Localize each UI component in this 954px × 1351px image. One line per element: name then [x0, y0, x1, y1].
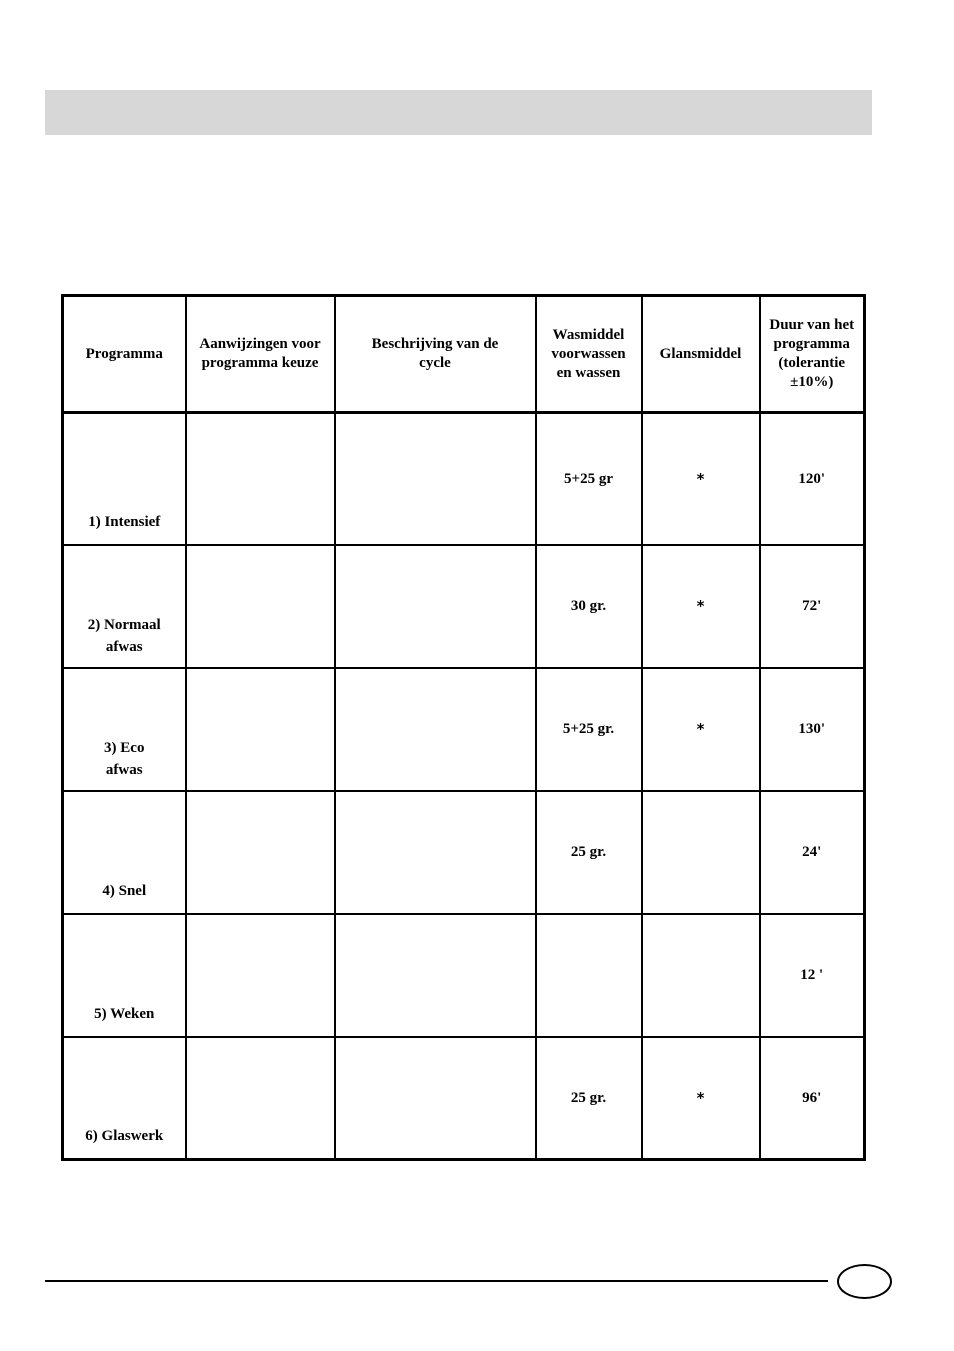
duur-cell: 96'	[760, 1037, 865, 1160]
duur-cell: 130'	[760, 668, 865, 791]
wasmiddel-cell: 25 gr.	[536, 791, 642, 914]
header-glansmiddel: Glansmiddel	[642, 296, 760, 413]
aanwijzingen-cell	[186, 545, 335, 668]
table-row	[63, 1037, 865, 1160]
program-name: 4) Snel	[102, 883, 147, 899]
glansmiddel-cell	[642, 791, 760, 914]
footer-rule	[45, 1280, 828, 1282]
program-name-cell	[63, 545, 186, 668]
program-name-cell	[63, 1037, 186, 1160]
program-name-cell	[63, 791, 186, 914]
beschrijving-cell	[335, 545, 536, 668]
duur-cell: 120'	[760, 413, 865, 546]
header-wasmiddel: Wasmiddel voorwassen en wassen	[536, 296, 642, 413]
program-name: 1) Intensief	[88, 514, 161, 530]
section-header-bar	[45, 90, 872, 135]
beschrijving-cell	[335, 791, 536, 914]
wasmiddel-cell: 25 gr.	[536, 1037, 642, 1160]
glansmiddel-cell: *	[642, 545, 760, 668]
duur-cell: 12 '	[760, 914, 865, 1037]
header-beschrijving: Beschrijving van de cycle	[335, 296, 536, 413]
duur-cell: 24'	[760, 791, 865, 914]
program-table	[61, 294, 866, 1161]
program-name: 6) Glaswerk	[85, 1128, 164, 1144]
program-name: 5) Weken	[94, 1006, 155, 1022]
duur-cell: 72'	[760, 545, 865, 668]
table-row	[63, 668, 865, 791]
program-name-cell	[63, 668, 186, 791]
header-aanwijzingen: Aanwijzingen voor programma keuze	[186, 296, 335, 413]
table-header-row	[63, 296, 865, 413]
aanwijzingen-cell	[186, 914, 335, 1037]
program-name: 3) Eco afwas	[104, 740, 145, 778]
beschrijving-cell	[335, 914, 536, 1037]
wasmiddel-cell: 5+25 gr	[536, 413, 642, 546]
program-name: 2) Normaal afwas	[87, 617, 161, 655]
table-row	[63, 791, 865, 914]
beschrijving-cell	[335, 668, 536, 791]
beschrijving-cell	[335, 1037, 536, 1160]
glansmiddel-cell: *	[642, 1037, 760, 1160]
aanwijzingen-cell	[186, 1037, 335, 1160]
program-name-cell	[63, 914, 186, 1037]
glansmiddel-cell	[642, 914, 760, 1037]
beschrijving-cell	[335, 413, 536, 546]
wasmiddel-cell	[536, 914, 642, 1037]
page-number-oval	[837, 1264, 892, 1299]
header-programma: Programma	[63, 296, 186, 413]
header-duur: Duur van het programma (tolerantie ±10%)	[760, 296, 865, 413]
aanwijzingen-cell	[186, 413, 335, 546]
program-name-cell	[63, 413, 186, 546]
table-row	[63, 413, 865, 546]
aanwijzingen-cell	[186, 668, 335, 791]
glansmiddel-cell: *	[642, 413, 760, 546]
glansmiddel-cell: *	[642, 668, 760, 791]
table-row	[63, 545, 865, 668]
wasmiddel-cell: 30 gr.	[536, 545, 642, 668]
aanwijzingen-cell	[186, 791, 335, 914]
table-row	[63, 914, 865, 1037]
wasmiddel-cell: 5+25 gr.	[536, 668, 642, 791]
